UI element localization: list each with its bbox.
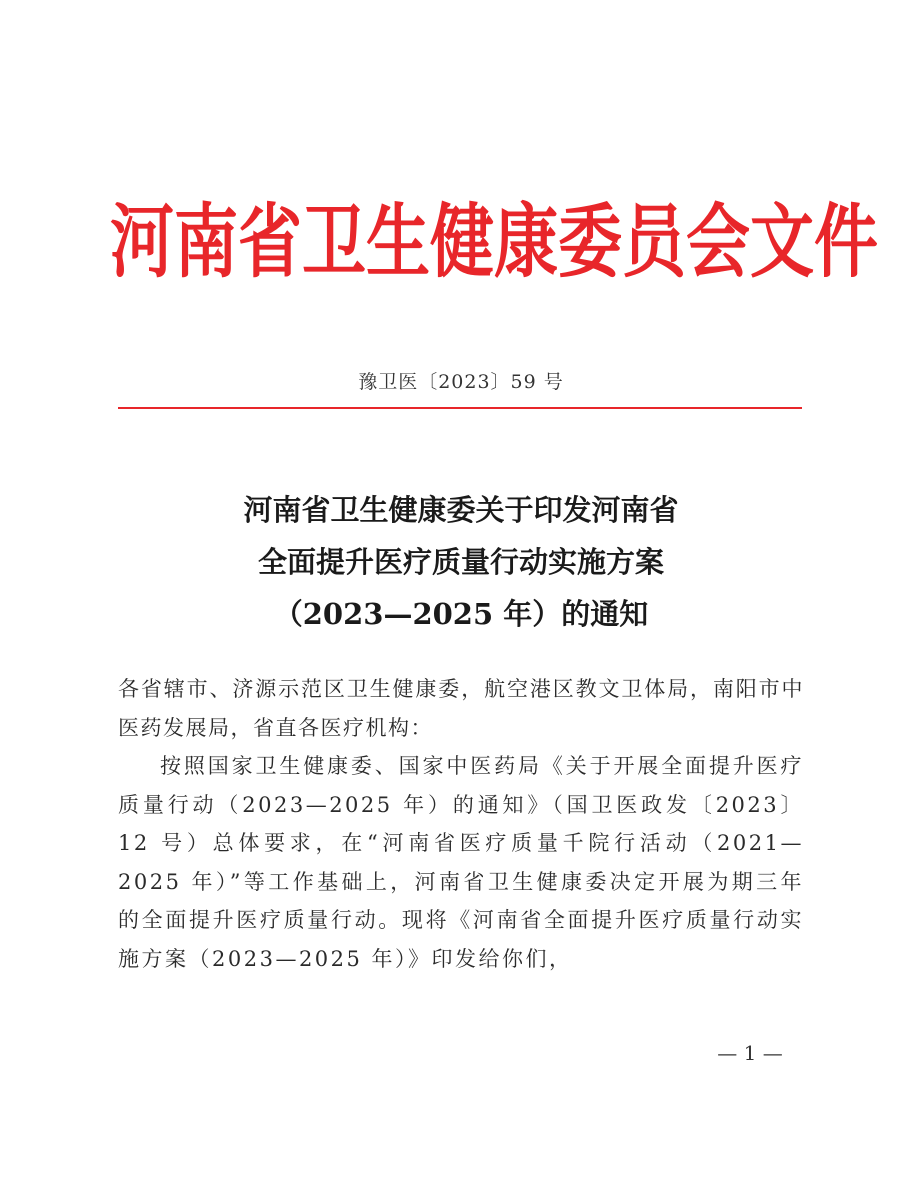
body-text: [118, 670, 804, 978]
salutation: 各省辖市、济源示范区卫生健康委，航空港区教文卫体局，南阳市中医药发展局，省直各医疗机构：: [118, 677, 804, 740]
body-paragraph: 按照国家卫生健康委、国家中医药局《关于开展全面提升医疗质量行动（2023—2025 年）的通知》（国卫医政发〔2023〕12 号）总体要求，在“河南省医疗质量千院行活动（2021—2025 年）”等工作基础上，河南省卫生健康委决定开展为期三年的全面提升医疗质量行动。现将《河南省全面提升医疗质量行动实施方案（2023—2025 年）》印发给你们，: [118, 754, 804, 971]
document-number: 豫卫医〔2023〕59 号: [358, 371, 564, 393]
page-number: — 1 —: [717, 1041, 783, 1065]
title-line-2: 全面提升医疗质量行动实施方案: [257, 545, 664, 579]
title-line-3: （2023—2025 年）的通知: [273, 597, 649, 631]
masthead-title: 河南省卫生健康委员会文件: [110, 196, 878, 290]
notice-title: [0, 484, 922, 640]
title-line-1: 河南省卫生健康委关于印发河南省: [243, 493, 679, 527]
red-separator-line: [118, 407, 802, 409]
